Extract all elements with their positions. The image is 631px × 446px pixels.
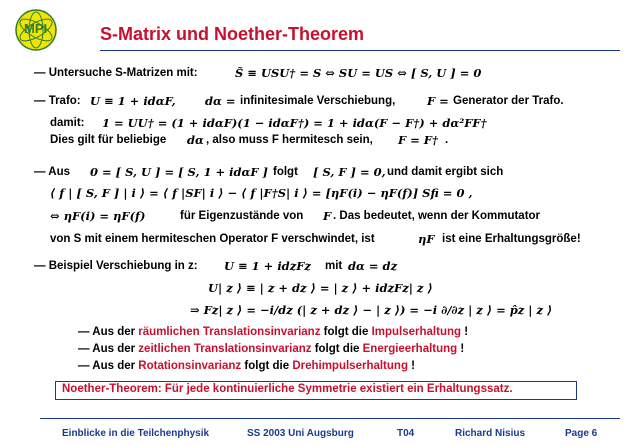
line2-text: — Trafo: [34, 95, 81, 107]
line9-math: U ≡ 1 + idzFz [224, 259, 311, 273]
footer-rule [40, 418, 620, 419]
line2-text-c: Generator der Trafo. [453, 95, 564, 107]
line2-math-b: dα = [205, 94, 236, 108]
line5-math: 0 = [ S, U ] = [ S, 1 + idαF ] [90, 165, 268, 179]
bullet-mid: folgt die [244, 360, 290, 372]
footer-course: Einblicke in die Teilchenphysik [62, 428, 210, 439]
line10-math: U| z ⟩ ≡ | z + dz ⟩ = | z ⟩ + idzFz| z ⟩ [208, 281, 433, 295]
bullet-conservation: Drehimpulserhaltung [292, 360, 408, 372]
line4-text-b: , also muss F hermitesch sein, [206, 134, 373, 146]
bullet-conservation: Impulserhaltung [371, 326, 462, 338]
mpi-logo [14, 8, 58, 52]
footer-code: T04 [397, 428, 415, 439]
line6-math: ⟨ f | [ S, F ] | i ⟩ = ⟨ f |SF| i ⟩ − ⟨ f |F†S| i ⟩ = [ηF(i) − ηF(f)] Sfi = 0 , [50, 186, 473, 200]
line5-text-c: und damit ergibt sich [387, 166, 504, 178]
line4-text-a: Dies gilt für beliebige [50, 134, 167, 146]
line7-math-b: F [323, 209, 332, 223]
bullet-symmetry: Rotationsinvarianz [138, 360, 242, 372]
line3-text: damit: [50, 117, 85, 129]
line8-text: von S mit einem hermiteschen Operator F verschwindet, ist [50, 233, 375, 245]
line11-math: ⇒ Fz| z ⟩ = −i/dz (| z + dz ⟩ − | z ⟩) = −i ∂/∂z | z ⟩ = p̂z | z ⟩ [190, 303, 553, 317]
page-title: S-Matrix und Noether-Theorem [100, 24, 365, 44]
bullet-mid: folgt die [314, 343, 360, 355]
bullet-momentum [78, 326, 468, 338]
line8-text-b: ist eine Erhaltungsgröße! [442, 233, 581, 245]
line2-math-c: F = [427, 94, 449, 108]
line9-text-b: mit [325, 260, 343, 272]
bullet-energy [78, 343, 464, 355]
line5-text: — Aus [34, 166, 70, 178]
line4-math-b: F = F† [398, 133, 438, 147]
noether-theorem-text: Noether-Theorem: Für jede kontinuierliche Symmetrie existiert ein Erhaltungssatz. [62, 383, 513, 395]
bullet-post: ! [460, 343, 465, 355]
line3-math: 1 = UU† = (1 + idαF)(1 − idαF†) = 1 + idα(F − F†) + dα²FF† [102, 116, 487, 130]
line7-text-b: . Das bedeutet, wenn der Kommutator [333, 210, 541, 222]
bullet-symmetry: räumlichen Translationsinvarianz [138, 326, 321, 338]
title-rule [100, 50, 620, 51]
line9-text: — Beispiel Verschiebung in z: [34, 260, 198, 272]
bullet-symmetry: zeitlichen Translationsinvarianz [138, 343, 312, 355]
bullet-conservation: Energieerhaltung [362, 343, 458, 355]
noether-theorem-box [55, 381, 577, 400]
line7-text: für Eigenzustände von [180, 210, 304, 222]
bullet-post: ! [464, 326, 469, 338]
bullet-post: ! [411, 360, 416, 372]
line2-text-b: infinitesimale Verschiebung, [240, 95, 396, 107]
line5-text-b: folgt [273, 166, 298, 178]
footer-author: Richard Nisius [455, 428, 526, 439]
line1-math: S̃ ≡ USU† = S ⇔ SU = US ⇔ [ S, U ] = 0 [235, 66, 482, 80]
bullet-pre: — Aus der [78, 326, 136, 338]
mpi-logo-text: MPI [24, 21, 48, 36]
footer-semester: SS 2003 Uni Augsburg [247, 428, 354, 439]
bullet-angular-momentum [78, 360, 415, 372]
line9-math-b: dα = dz [348, 259, 398, 273]
line4-text-c: . [445, 134, 449, 146]
line8-math: ηF [418, 232, 435, 246]
bullet-mid: folgt die [323, 326, 369, 338]
line5-math-b: [ S, F ] = 0, [313, 165, 386, 179]
bullet-pre: — Aus der [78, 360, 136, 372]
line1-text: — Untersuche S-Matrizen mit: [34, 67, 198, 79]
line4-math-a: dα [187, 133, 204, 147]
line7-math: ⇔ ηF(i) = ηF(f) [50, 209, 146, 223]
bullet-pre: — Aus der [78, 343, 136, 355]
footer-page: Page 6 [565, 428, 598, 439]
line2-math-a: U ≡ 1 + idαF, [90, 94, 176, 108]
